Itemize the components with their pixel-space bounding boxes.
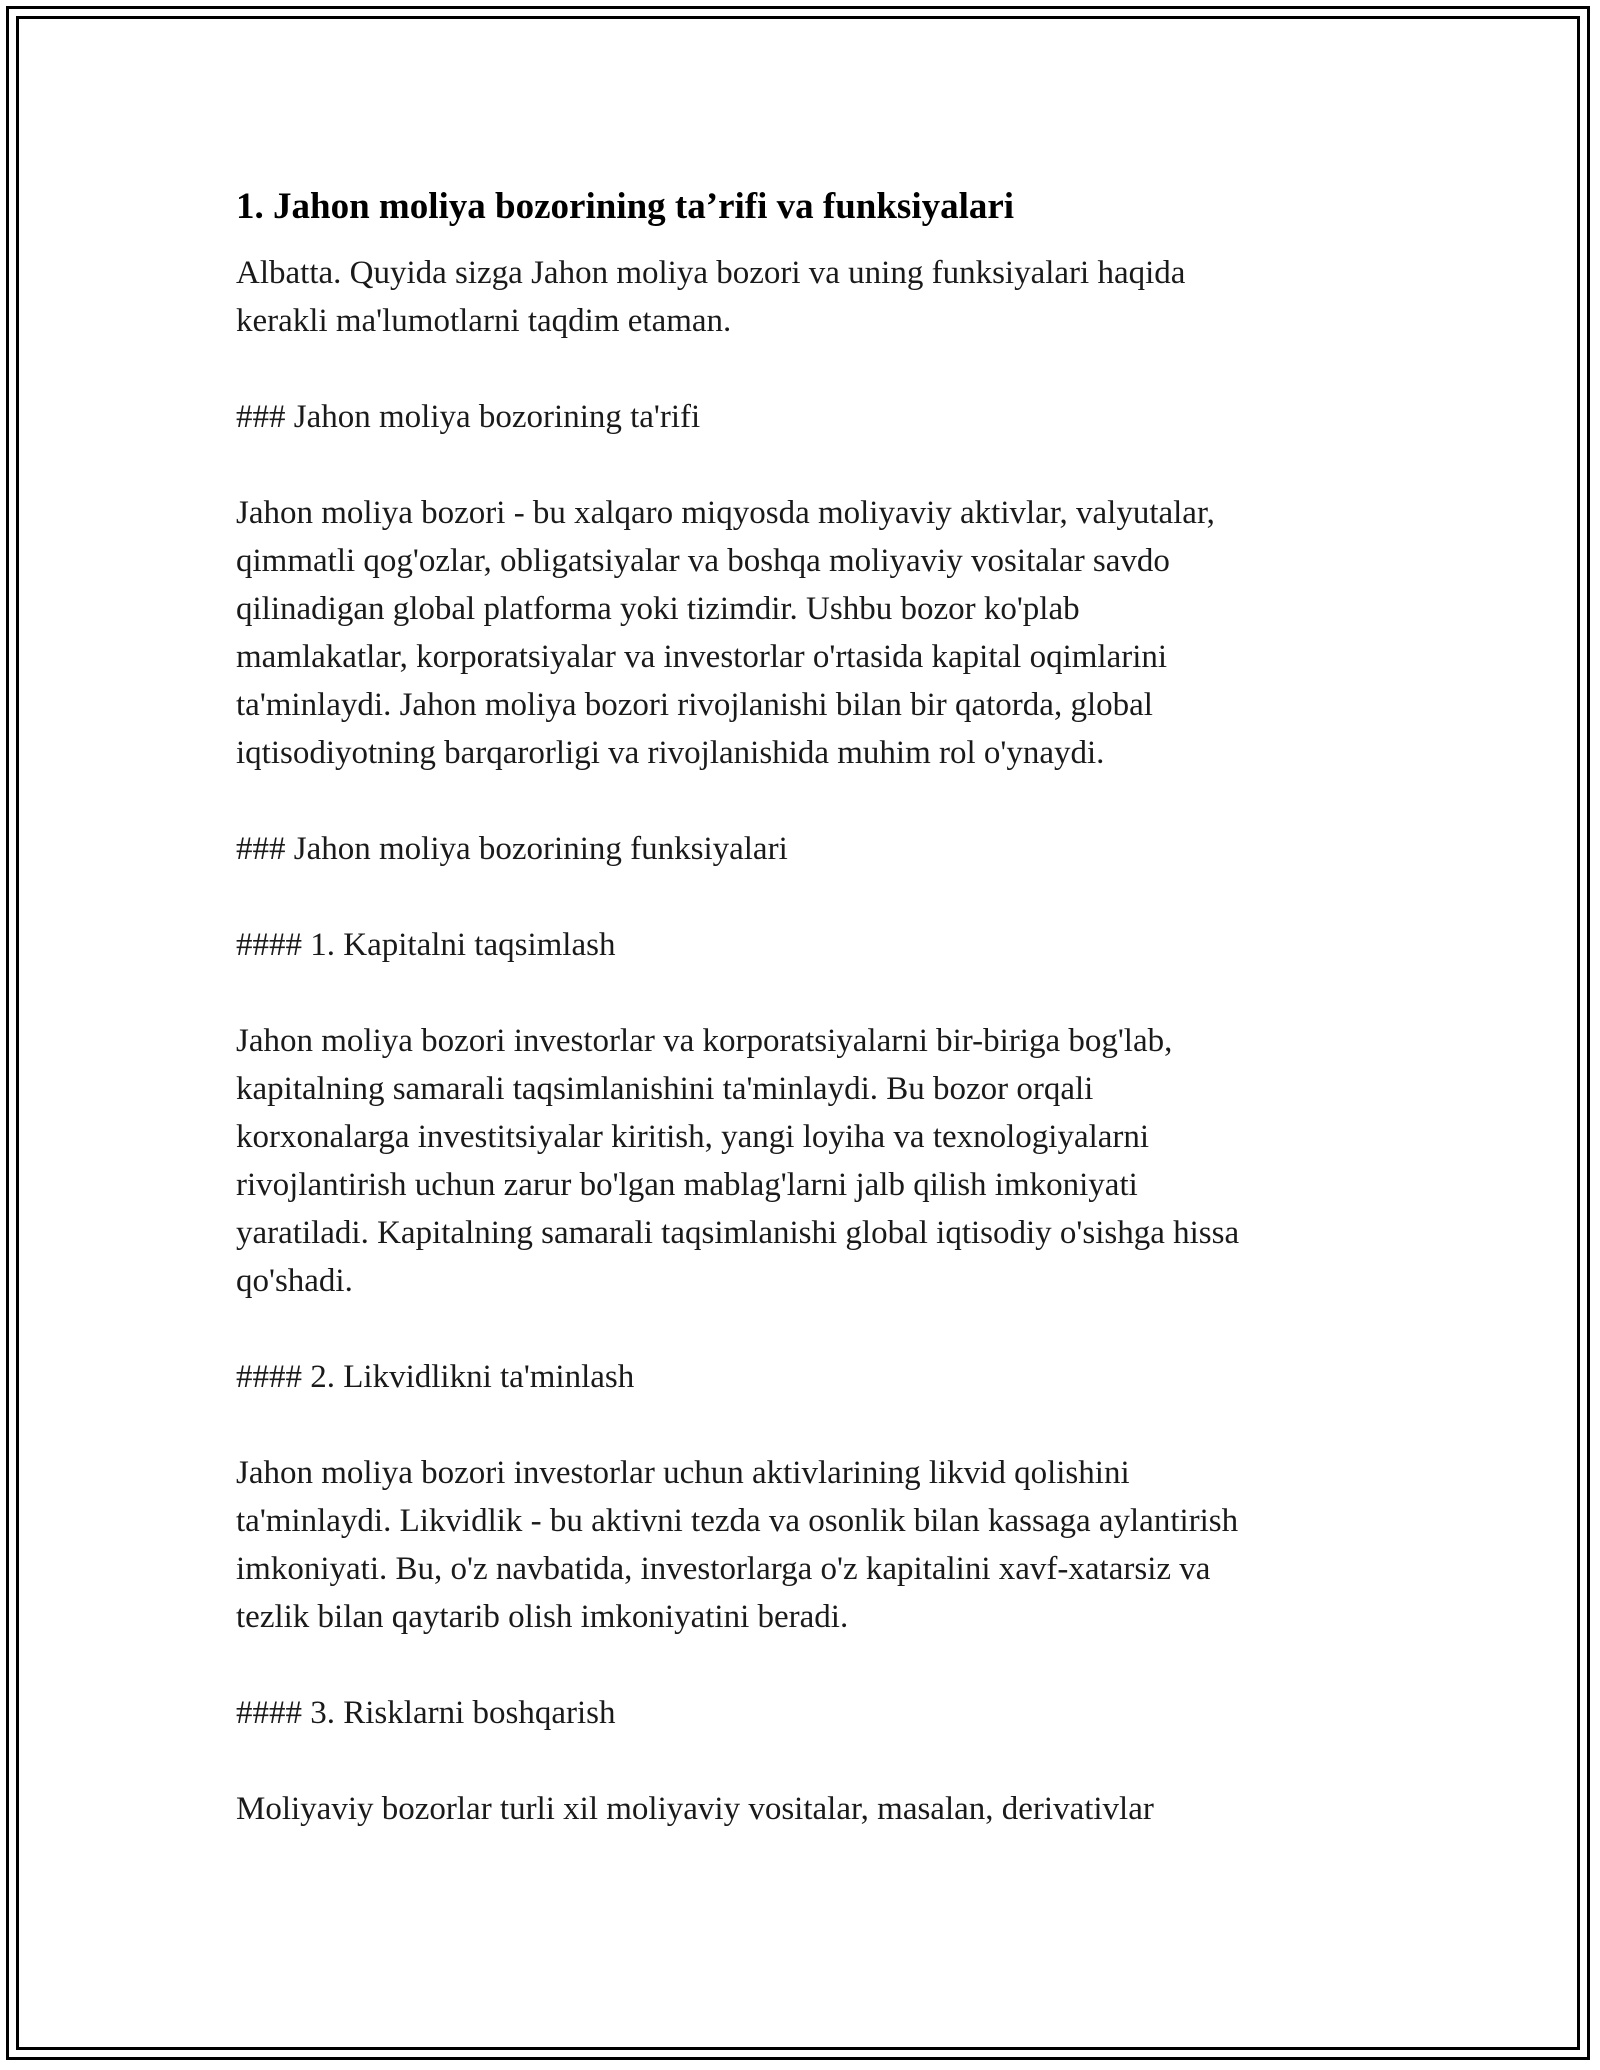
definition-paragraph: Jahon moliya bozori - bu xalqaro miqyosda moliyaviy aktivlar, valyutalar, qimmatli qog'ozlar, obligatsiyalar va boshqa moliyaviy vositalar savdo qilinadigan global platforma yoki tizimdir. Ushbu bozor ko'plab mamlakatlar, korporatsiyalar va investorlar o'rtasida kapital oqimlarini ta'minlaydi. Jahon moliya bozori rivojlanishi bilan bir qatorda, global iqtisodiyotning barqarorligi va rivojlanishida muhim rol o'ynaydi.	[236, 495, 1215, 771]
document-title: 1. Jahon moliya bozorining ta’rifi va funksiyalari	[236, 186, 1015, 227]
heading-functions: ### Jahon moliya bozorining funksiyalari	[236, 831, 788, 867]
capital-allocation-paragraph: Jahon moliya bozori investorlar va korporatsiyalarni bir-biriga bog'lab, kapitalning samarali taqsimlanishini ta'minlaydi. Bu bozor orqali korxonalarga investitsiyalar kiritish, yangi loyiha va texnologiyalarni rivojlantirish uchun zarur bo'lgan mablag'larni jalb qilish imkoniyati yaratiladi. Kapitalning samarali taqsimlanishi global iqtisodiy o'sishga hissa qo'shadi.	[236, 1023, 1240, 1299]
heading-liquidity: #### 2. Likvidlikni ta'minlash	[236, 1359, 635, 1395]
liquidity-paragraph: Jahon moliya bozori investorlar uchun aktivlarining likvid qolishini ta'minlaydi. Likvidlik - bu aktivni tezda va osonlik bilan kassaga aylantirish imkoniyati. Bu, o'z navbatida, investorlarga o'z kapitalini xavf-xatarsiz va tezlik bilan qaytarib olish imkoniyatini beradi.	[236, 1455, 1239, 1635]
heading-risk-management: #### 3. Risklarni boshqarish	[236, 1695, 616, 1731]
intro-paragraph: Albatta. Quyida sizga Jahon moliya bozori va uning funksiyalari haqida kerakli ma'lumotlarni taqdim etaman.	[236, 255, 1186, 339]
heading-capital-allocation: #### 1. Kapitalni taqsimlash	[236, 927, 616, 963]
heading-definition: ### Jahon moliya bozorining ta'rifi	[236, 399, 701, 435]
document-body	[236, 185, 1366, 1881]
risk-management-paragraph: Moliyaviy bozorlar turli xil moliyaviy vositalar, masalan, derivativlar	[236, 1791, 1154, 1827]
